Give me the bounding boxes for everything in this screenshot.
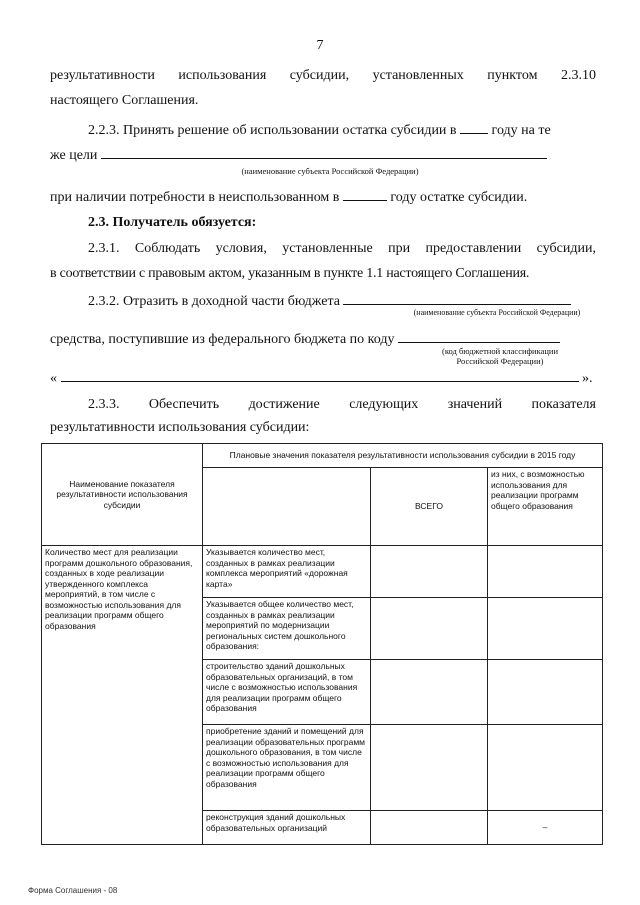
fill-in-blank xyxy=(343,292,571,305)
word: субсидии, xyxy=(536,241,596,256)
word: использования xyxy=(178,68,267,83)
caption-line: Российской Федерации) xyxy=(456,356,544,366)
row-including xyxy=(488,598,603,660)
paragraph-line-justified xyxy=(50,68,596,84)
text-fragment: же цели xyxy=(50,148,98,163)
word: установленные xyxy=(282,241,373,256)
word: условия, xyxy=(215,241,267,256)
row-total xyxy=(371,660,488,725)
row-including xyxy=(488,660,603,725)
paragraph-line: результативности использования субсидии: xyxy=(50,420,310,435)
word: следующих xyxy=(349,397,419,412)
word: 2.3.3. xyxy=(88,397,120,412)
header-indicator: Наименование показателя результативности использования субсидии xyxy=(42,444,203,546)
text-fragment: году остатке субсидии. xyxy=(390,190,528,205)
row-total xyxy=(371,546,488,598)
text-fragment: году на те xyxy=(491,123,551,138)
row-including xyxy=(488,725,603,811)
word: при xyxy=(388,241,411,256)
page-number: 7 xyxy=(316,38,324,53)
word: Соблюдать xyxy=(134,241,201,256)
text-fragment: средства, поступившие из федерального бюджета по коду xyxy=(50,332,395,347)
word: результативности xyxy=(50,68,155,83)
quote-mark: « xyxy=(50,371,57,386)
row-including: – xyxy=(488,811,603,845)
word: пунктом xyxy=(487,68,538,83)
indicators-table xyxy=(41,443,603,845)
text-fragment: 2.3.2. Отразить в доходной части бюджета xyxy=(88,294,340,309)
header-total: ВСЕГО xyxy=(371,468,488,546)
fill-in-blank xyxy=(61,369,579,382)
paragraph-line-justified xyxy=(88,241,596,257)
word: предоставлении xyxy=(425,241,522,256)
word: Обеспечить xyxy=(148,397,220,412)
row-total xyxy=(371,598,488,660)
word: установленных xyxy=(372,68,464,83)
row-including xyxy=(488,546,603,598)
quote-mark: ». xyxy=(582,371,593,386)
row-description: строительство зданий дошкольных образовательных организаций, в том числе с возможностью использования для реализации программ общего образования xyxy=(203,660,371,725)
paragraph-line xyxy=(50,146,547,164)
table-header-row xyxy=(42,444,603,468)
word: показателя xyxy=(531,397,596,412)
fill-in-blank xyxy=(343,188,387,201)
fill-in-blank xyxy=(101,146,547,159)
field-caption xyxy=(420,346,580,366)
indicator-name-cell: Количество мест для реализации программ дошкольного образования, созданных в ходе реализации утвержденного комплекса мероприятий, в том числе с возможностью использования для реализации программ общего образования xyxy=(42,546,203,845)
row-total xyxy=(371,725,488,811)
footer-form-label: Форма Соглашения - 08 xyxy=(28,886,118,895)
caption-line: (код бюджетной классификации xyxy=(442,346,558,356)
paragraph-line-justified xyxy=(88,397,596,413)
field-caption: (наименование субъекта Российской Федерации) xyxy=(413,308,581,317)
word: достижение xyxy=(248,397,320,412)
word: значений xyxy=(447,397,503,412)
word: субсидии, xyxy=(289,68,350,83)
paragraph-line: настоящего Соглашения. xyxy=(50,93,199,108)
row-description: Указывается количество мест, созданных в рамках реализации комплекса мероприятий «дорожная карта» xyxy=(203,546,371,598)
text-fragment: 2.2.3. Принять решение об использовании остатка субсидии в xyxy=(88,123,457,138)
table-row xyxy=(42,546,603,598)
header-including: из них, с возможностью использования для реализации программ общего образования xyxy=(488,468,603,546)
row-description: приобретение зданий и помещений для реализации образовательных программ дошкольного образования, в том числе с возможностью использования для реализации программ общего образования xyxy=(203,725,371,811)
row-total xyxy=(371,811,488,845)
paragraph-line xyxy=(88,121,551,139)
fill-in-blank xyxy=(460,121,488,134)
field-caption: (наименование субъекта Российской Федерации) xyxy=(241,166,419,176)
section-heading: 2.3. Получатель обязуется: xyxy=(88,215,257,230)
paragraph-line xyxy=(50,188,527,206)
header-plan: Плановые значения показателя результативности использования субсидии в 2015 году xyxy=(203,444,603,468)
paragraph-line: в соответствии с правовым актом, указанным в пункте 1.1 настоящего Соглашения. xyxy=(50,266,530,281)
paragraph-line xyxy=(50,369,593,387)
fill-in-blank xyxy=(398,330,560,343)
row-description: реконструкция зданий дошкольных образовательных организаций xyxy=(203,811,371,845)
word: 2.3.1. xyxy=(88,241,120,256)
text-fragment: при наличии потребности в неиспользованном в xyxy=(50,190,340,205)
word: 2.3.10 xyxy=(560,68,596,83)
row-description: Указывается общее количество мест, созданных в рамках реализации мероприятий по модернизации региональных систем дошкольного образования: xyxy=(203,598,371,660)
header-description xyxy=(203,468,371,546)
